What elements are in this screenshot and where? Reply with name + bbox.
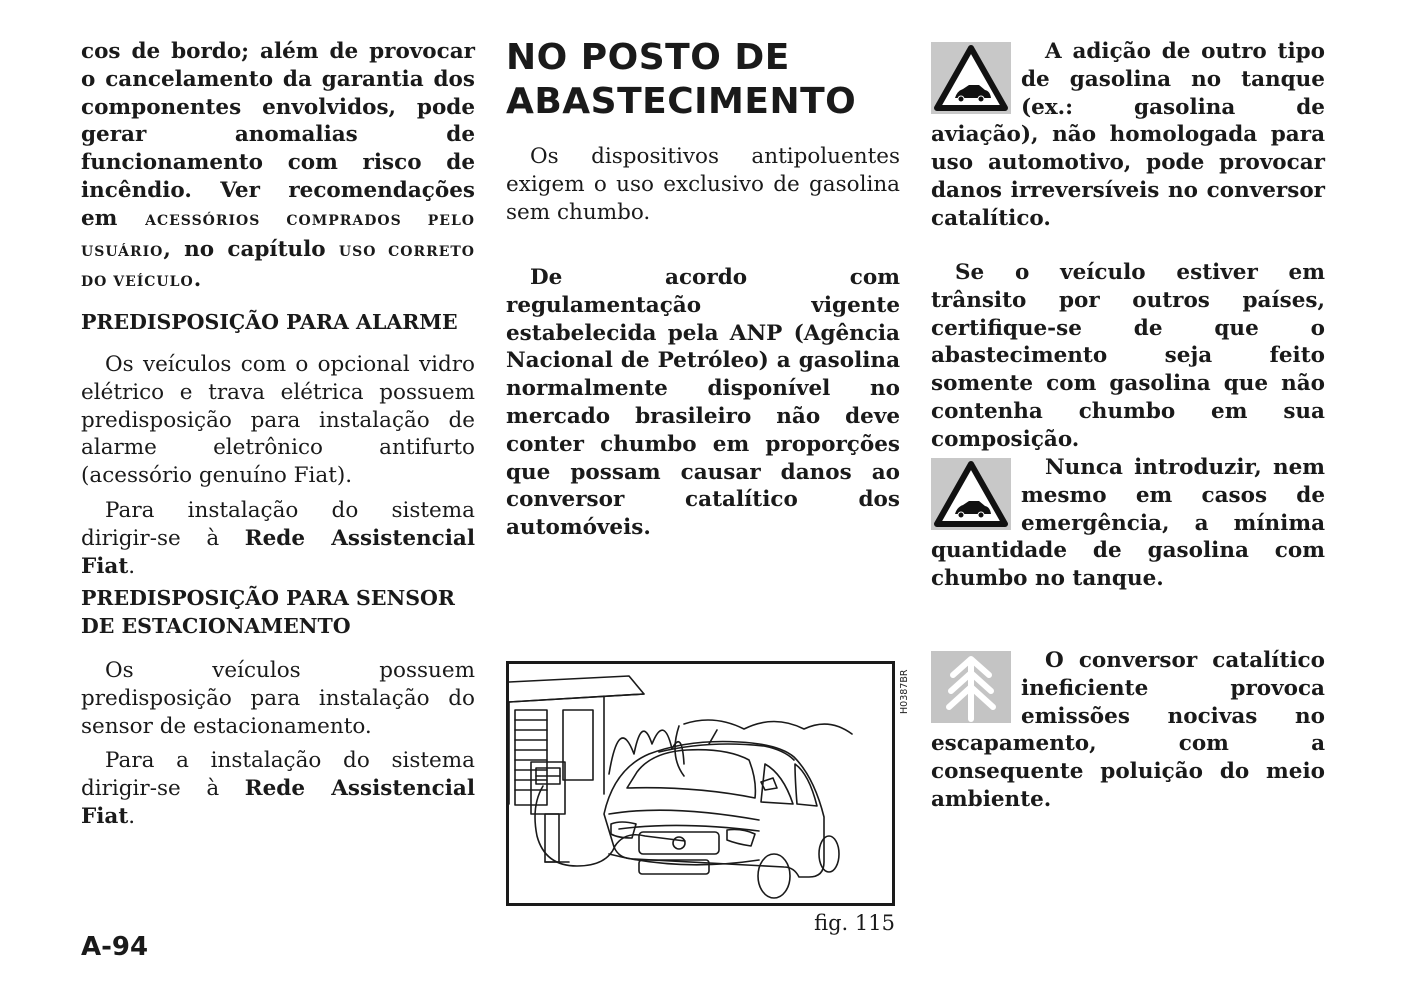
figure-caption: fig. 115	[814, 911, 895, 935]
car-warning-triangle-icon	[931, 458, 1011, 530]
title-line: NO POSTO DE	[506, 37, 790, 78]
text-run: .	[128, 553, 136, 579]
car-at-fuel-pump-illustration	[509, 664, 892, 903]
warning-text-fuel-type: A adição de outro tipo de gasolina no tanque (ex.: gasolina de aviação), não homologada para uso automotivo, pode provocar danos irreversíveis no conversor catalítico.	[931, 39, 1325, 231]
small-caps-reference: USO CORRETO DO VEÍCULO	[81, 243, 475, 291]
car-warning-triangle-icon	[931, 42, 1011, 114]
parking-sensor-paragraph: Os veículos possuem predisposição para instalação do sensor de estacionamento.	[81, 658, 475, 739]
section-heading-parking-sensor: PREDISPOSIÇÃO PARA SENSOR DE ESTACIONAMENTO	[81, 586, 455, 638]
warning-block-leaded-fuel	[931, 454, 1325, 593]
page-number: A-94	[81, 932, 149, 962]
figure-code: H0387BR	[899, 669, 910, 714]
text-run: .	[128, 803, 136, 829]
text-run: Para instalação do sistema dirigir-se à	[81, 498, 475, 551]
continued-paragraph	[81, 38, 475, 297]
antipollution-paragraph: Os dispositivos antipoluentes exigem o uso exclusivo de gasolina sem chumbo.	[506, 144, 900, 225]
environment-text-catalytic: O conversor catalítico ineficiente provoca emissões nocivas no escapamento, com a consequente poluição do meio ambiente.	[931, 648, 1325, 812]
parking-install-paragraph	[81, 747, 475, 830]
environment-block-catalytic	[931, 647, 1325, 814]
text-run: .	[193, 267, 202, 293]
section-title	[506, 36, 900, 124]
title-line: ABASTECIMENTO	[506, 81, 857, 122]
warning-text-leaded-fuel: Nunca introduzir, nem mesmo em casos de emergência, a mínima quantidade de gasolina com chumbo no tanque.	[931, 455, 1325, 592]
text-run: cos de bordo; além de provocar o cancelamento da garantia dos componentes envolvidos, pode gerar anomalias de funcionamento com risco de incêndio. Ver recomendações em	[81, 39, 475, 231]
anp-regulation-paragraph: De acordo com regulamentação vigente estabelecida pela ANP (Agência Nacional de Petróleo) a gasolina normalmente disponível no mercado brasileiro não deve conter chumbo em proporções que possam causar danos ao conversor catalítico dos automóveis.	[506, 265, 900, 541]
dealer-network-name: Rede Assistencial Fiat	[81, 775, 475, 829]
tree-environment-icon	[931, 651, 1011, 723]
section-heading-alarm: PREDISPOSIÇÃO PARA ALARME	[81, 310, 458, 334]
warning-block-fuel-type	[931, 38, 1325, 233]
small-caps-reference: ACESSÓRIOS COMPRADOS PELO USUÁRIO	[81, 212, 475, 260]
dealer-network-name: Rede Assistencial Fiat	[81, 525, 475, 579]
text-run: , no capítulo	[163, 236, 339, 262]
figure-fuel-station	[506, 661, 895, 906]
alarm-paragraph: Os veículos com o opcional vidro elétrico e trava elétrica possuem predisposição para instalação de alarme eletrônico antifurto (acessório genuíno Fiat).	[81, 352, 475, 489]
alarm-install-paragraph	[81, 497, 475, 580]
text-run: Para a instalação do sistema dirigir-se à	[81, 748, 475, 801]
foreign-travel-paragraph: Se o veículo estiver em trânsito por outros países, certifique-se de que o abastecimento seja feito somente com gasolina que não contenha chumbo em sua composição.	[931, 260, 1325, 452]
